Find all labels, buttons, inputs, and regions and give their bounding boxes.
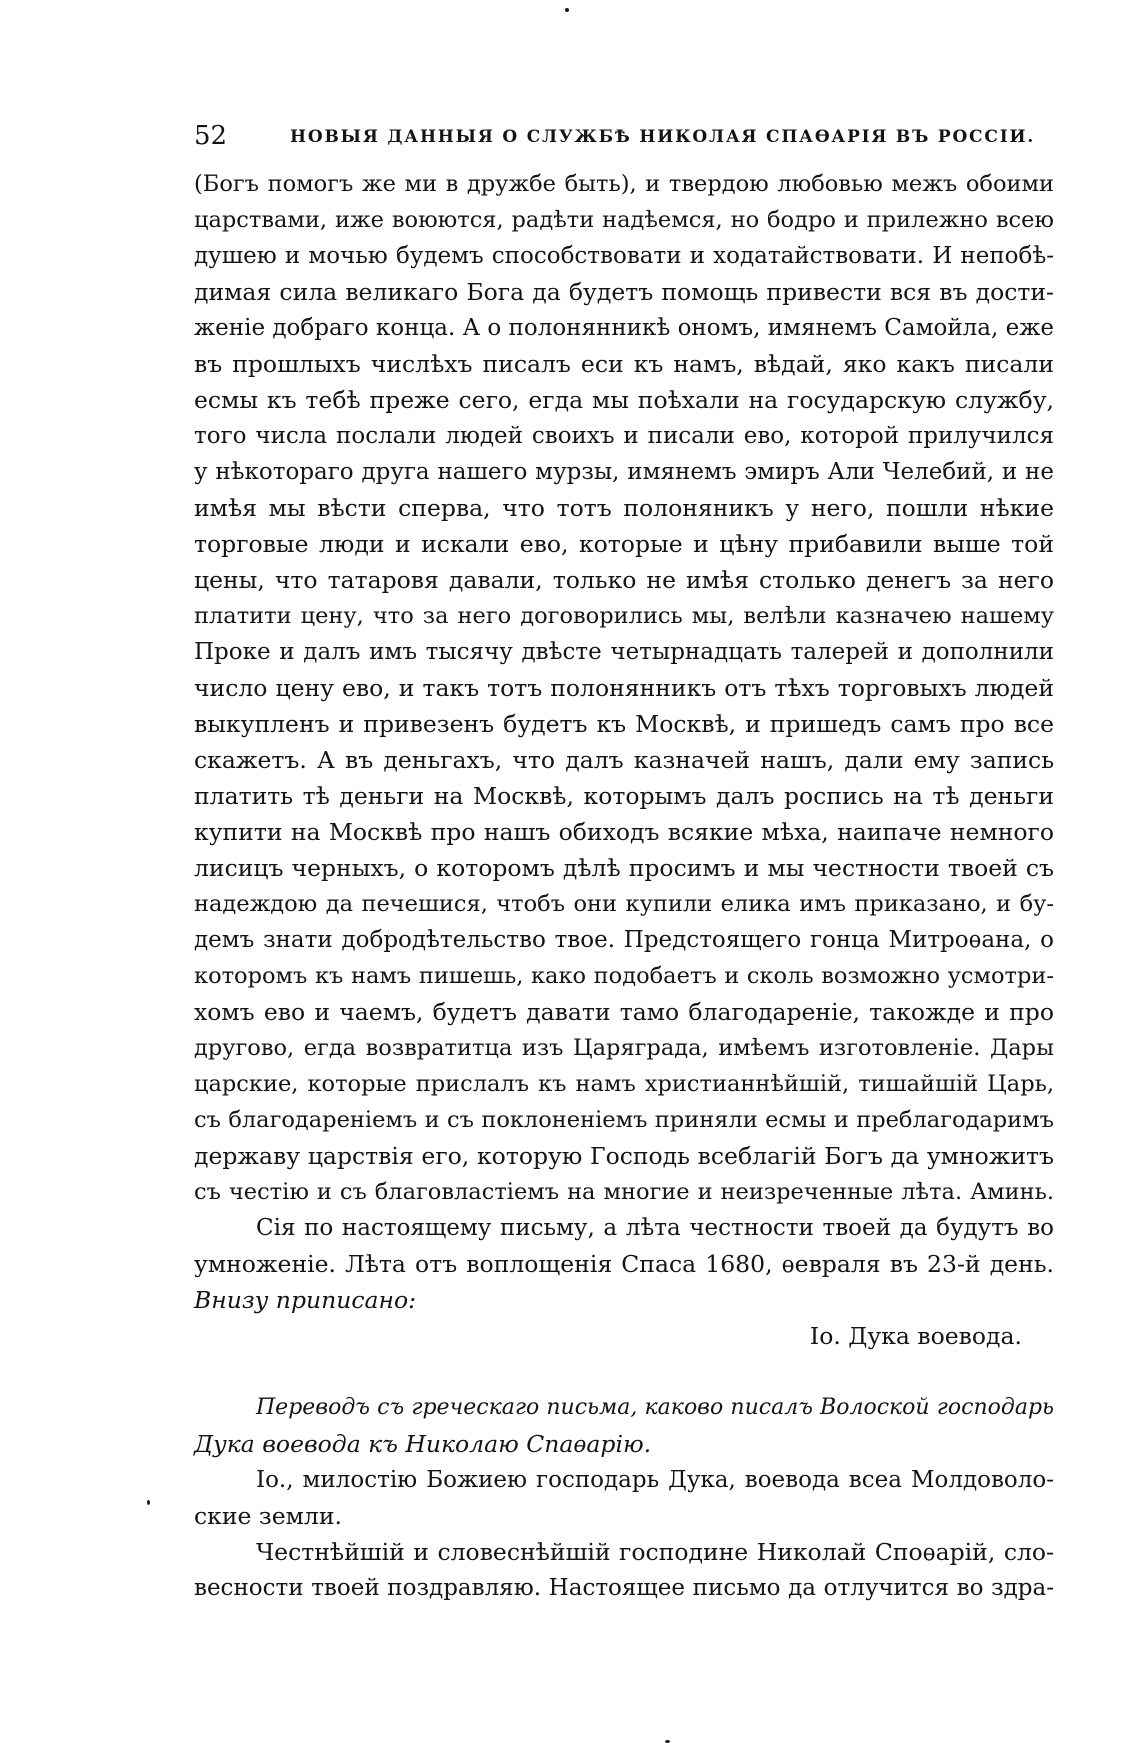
- closing-line: умноженіе. Лѣта отъ воплощенія Спаса 1680, ѳевраля въ 23-й день.: [194, 1250, 1054, 1278]
- text-line: съ честію и съ благовластіемъ на многие и неизреченные лѣта. Аминь.: [194, 1179, 1054, 1205]
- salutation-line: ские земли.: [194, 1502, 342, 1530]
- translation-heading-line: Дука воевода къ Николаю Спаѳарію.: [194, 1430, 652, 1458]
- scan-speck: [565, 8, 569, 12]
- text-line: хомъ ево и чаемъ, будетъ давати тамо благодареніе, такожде и про: [194, 998, 1054, 1026]
- text-line: (Богъ помогъ же ми в дружбе быть), и твердою любовью межъ обоими: [194, 171, 1054, 197]
- text-line: купити на Москвѣ про нашъ обиходъ всякие мѣха, наипаче немного: [194, 818, 1054, 846]
- running-title: НОВЫЯ ДАННЫЯ О СЛУЖБѢ НИКОЛАЯ СПАѲАРІЯ ВЪ РОССІИ.: [290, 127, 1036, 147]
- text-line: въ прошлыхъ числѣхъ писалъ еси къ намъ, вѣдай, яко какъ писали: [194, 350, 1054, 378]
- text-line: царские, которые прислалъ къ намъ христианнѣйшій, тишайшій Царь,: [194, 1071, 1054, 1097]
- text-line: торговые люди и искали ево, которые и цѣну прибавили выше той: [194, 530, 1054, 558]
- text-line: платить тѣ деньги на Москвѣ, которымъ далъ роспись на тѣ деньги: [194, 782, 1054, 810]
- text-line: есмы къ тебѣ преже сего, егда мы поѣхали на государскую службу,: [194, 386, 1054, 414]
- greeting-line: весности твоей поздравляю. Настоящее письмо да отлучится во здра-: [194, 1575, 1054, 1601]
- text-line: женіе добраго конца. А о полонянникѣ ономъ, имянемъ Самойла, еже: [194, 315, 1054, 341]
- postscript-label: Внизу приписано:: [194, 1286, 417, 1314]
- text-line: надеждою да печешися, чтобъ они купили елика имъ приказано, и бу-: [194, 891, 1054, 917]
- text-line: демъ знати добродѣтельство твое. Предстоящего гонца Митроѳана, о: [194, 927, 1054, 953]
- text-line: димая сила великаго Бога да будетъ помощь привести вся въ дости-: [194, 278, 1054, 306]
- translation-heading-line: Переводъ съ греческаго письма, каково писалъ Волоской господарь: [256, 1395, 1054, 1420]
- text-line: другово, егда возвратитца изъ Царяграда, имѣемъ изготовленіе. Дары: [194, 1035, 1054, 1061]
- section-gap: [194, 1354, 1054, 1390]
- signature: Іо. Дука воевода.: [809, 1322, 1022, 1350]
- text-line: которомъ къ намъ пишешь, како подобаетъ и сколь возможно усмотри-: [194, 963, 1054, 989]
- text-line: цены, что татаровя давали, только не имѣя столько денегъ за него: [194, 566, 1054, 594]
- text-line: число цену ево, и такъ тотъ полонянникъ отъ тѣхъ торговыхъ людей: [194, 674, 1054, 702]
- salutation-line: Іо., милостію Божиею господарь Дука, воевода всеа Молдоволо-: [256, 1467, 1054, 1493]
- greeting-line: Честнѣйшій и словеснѣйшій господине Николай Споѳарій, сло-: [256, 1538, 1054, 1566]
- text-line: выкупленъ и привезенъ будетъ къ Москвѣ, и пришедъ самъ про все: [194, 710, 1054, 738]
- text-line: Проке и далъ имъ тысячу двѣсте четырнадцать талерей и дополнили: [194, 639, 1054, 665]
- text-line: имѣя мы вѣсти сперва, что тотъ полоняникъ у него, пошли нѣкие: [194, 494, 1054, 522]
- text-line: того числа послали людей своихъ и писали ево, которой прилучился: [194, 423, 1054, 449]
- letter-continuation: [194, 166, 1054, 1210]
- closing-line: Сія по настоящему письму, а лѣта честности твоей да будутъ во: [256, 1215, 1054, 1241]
- text-line: лисицъ черныхъ, о которомъ дѣлѣ просимъ и мы честности твоей съ: [194, 854, 1054, 882]
- text-line: царствами, иже воюются, радѣти надѣемся, но бодро и прилежно всею: [194, 207, 1054, 233]
- scan-speck: [147, 1500, 150, 1505]
- text-line: душею и мочью будемъ способствовати и ходатайствовати. И непобѣ-: [194, 243, 1054, 269]
- text-line: съ благодареніемъ и съ поклоненіемъ приняли есмы и преблагодаримъ: [194, 1107, 1054, 1133]
- text-line: у нѣкотораго друга нашего мурзы, имянемъ эмиръ Али Челебий, и не: [194, 459, 1054, 485]
- body-text: [194, 166, 1054, 1606]
- text-line: державу царствія его, которую Господь всеблагій Богъ да умножитъ: [194, 1142, 1054, 1170]
- page-number: 52: [194, 121, 228, 151]
- text-line: платити цену, что за него договорились мы, велѣли казначею нашему: [194, 603, 1054, 629]
- running-head: [194, 118, 1054, 154]
- text-line: скажетъ. А въ деньгахъ, что далъ казначей нашъ, дали ему запись: [194, 746, 1054, 774]
